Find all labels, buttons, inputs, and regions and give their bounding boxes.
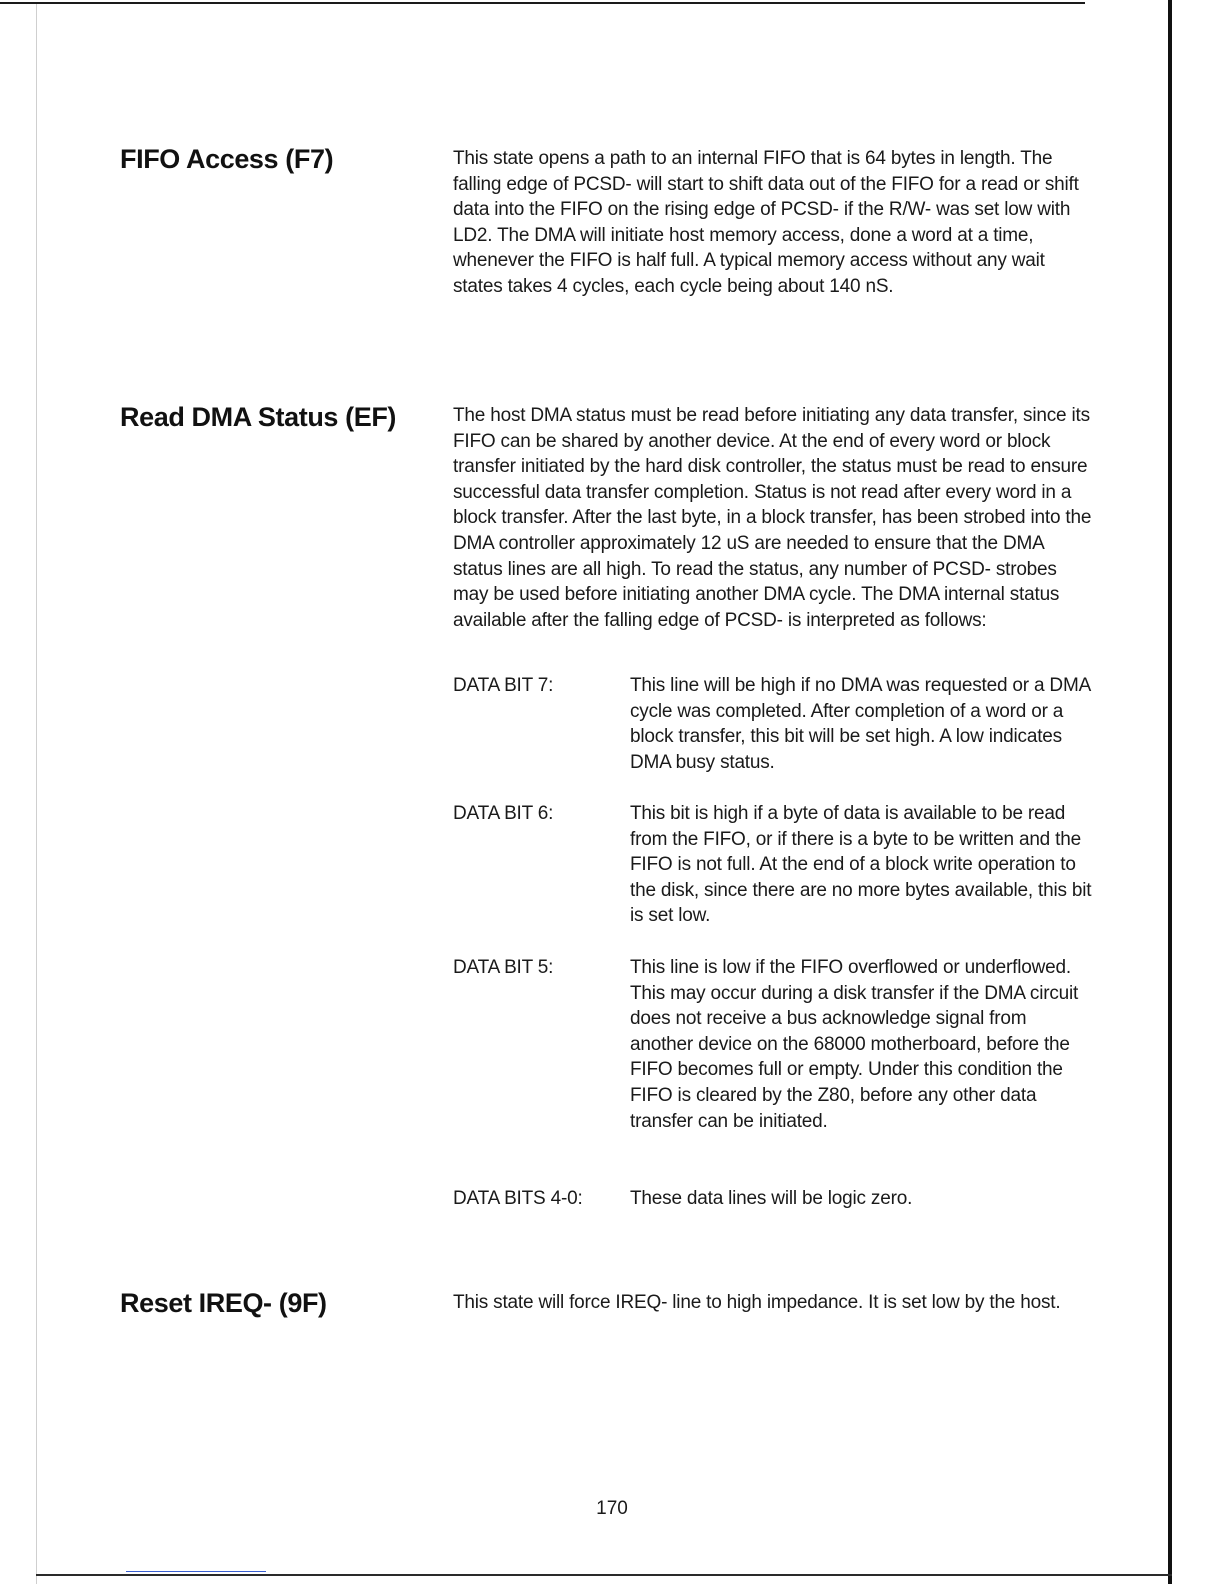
section-text-fifo-access: This state opens a path to an internal FIFO that is 64 bytes in length. The falling edge of PCSD- will start to shift data out of the FIFO for a read or shift data into the FIFO on the rising edge of PCSD- if the R/W- was set low with LD2. The DMA will initiate host memory access, done a word at a time, whenever the FIFO is half full. A typical memory access without any wait states takes 4 cycles, each cycle being about 140 nS. bbox=[453, 148, 1079, 297]
data-bit-description: This line will be high if no DMA was requested or a DMA cycle was completed. After completion of a word or a block transfer, this bit will be set high. A low indicates DMA busy status. bbox=[630, 675, 1090, 773]
page-number: 170 bbox=[596, 1498, 628, 1519]
data-bit-label: DATA BIT 6: bbox=[453, 803, 554, 824]
data-bit-label: DATA BIT 5: bbox=[453, 957, 554, 978]
bottom-rule bbox=[36, 1574, 1172, 1576]
data-bit-description: These data lines will be logic zero. bbox=[630, 1188, 913, 1209]
data-bit-description: This bit is high if a byte of data is available to be read from the FIFO, or if there is a byte to be written and the FIFO is not full. At the end of a block write operation to the disk, since there are no more bytes available, this bit is set low. bbox=[630, 803, 1092, 927]
section-title-reset-ireq: Reset IREQ- (9F) bbox=[120, 1288, 327, 1318]
data-bit-label: DATA BIT 7: bbox=[453, 675, 554, 696]
top-rule bbox=[0, 2, 1085, 4]
section-text-read-dma-status: The host DMA status must be read before initiating any data transfer, since its FIFO can be shared by another device. At the end of every word or block transfer initiated by the hard disk controller, the status must be read to ensure successful data transfer completion. Status is not read after every word in a block transfer. After the last byte, in a block transfer, has been strobed into the DMA controller approximately 12 uS are needed to ensure that the DMA status lines are all high. To read the status, any number of PCSD- strobes may be used before initiating another DMA cycle. The DMA internal status available after the falling edge of PCSD- is interpreted as follows: bbox=[453, 405, 1092, 631]
section-title-fifo-access: FIFO Access (F7) bbox=[120, 144, 334, 174]
data-bit-label: DATA BITS 4-0: bbox=[453, 1188, 583, 1209]
left-rule bbox=[36, 4, 37, 1584]
data-bit-description: This line is low if the FIFO overflowed or underflowed. This may occur during a disk transfer if the DMA circuit does not receive a bus acknowledge signal from another device on the 68000 motherboard, before the FIFO becomes full or empty. Under this condition the FIFO is cleared by the Z80, before any other data transfer can be initiated. bbox=[630, 957, 1079, 1132]
section-title-read-dma-status: Read DMA Status (EF) bbox=[120, 402, 397, 432]
section-text-reset-ireq: This state will force IREQ- line to high impedance. It is set low by the host. bbox=[453, 1292, 1061, 1313]
bottom-accent-rule bbox=[126, 1571, 266, 1572]
right-rule bbox=[1168, 0, 1172, 1584]
